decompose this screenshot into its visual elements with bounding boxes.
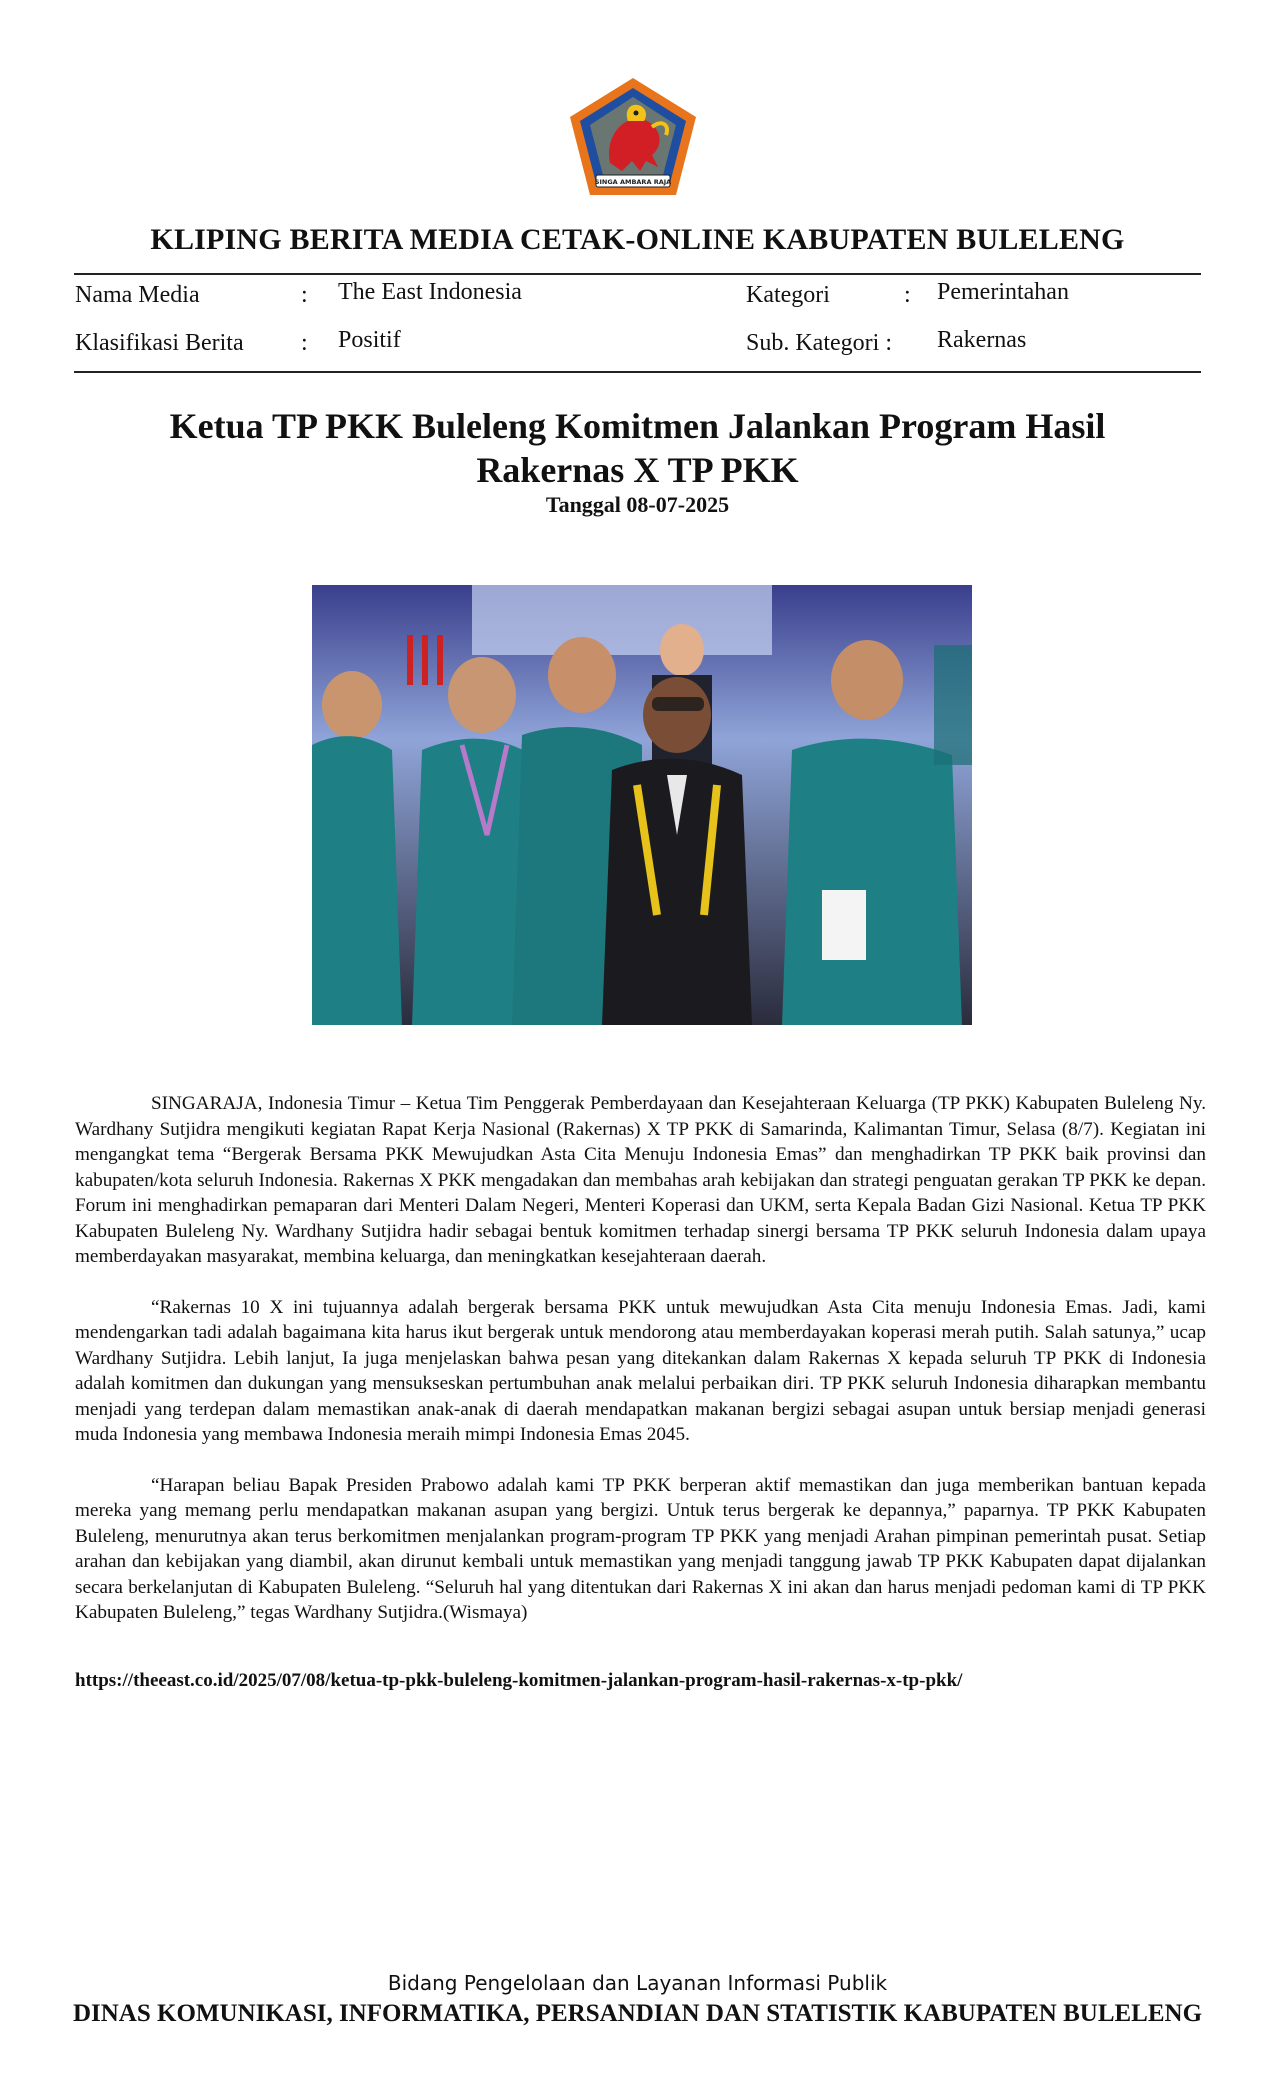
article-date: Tanggal 08-07-2025 [545, 492, 730, 517]
kategori-value: Pemerintahan [937, 279, 1069, 305]
sub-kategori-value: Rakernas [937, 327, 1027, 353]
nama-media-colon: : [301, 282, 308, 308]
sub-kategori-label: Sub. Kategori : [746, 330, 892, 356]
headline-line-1: Ketua TP PKK Buleleng Komitmen Jalankan Program Hasil [169, 406, 1106, 446]
lion-emblem-icon [566, 75, 700, 199]
klasifikasi-berita-label: Klasifikasi Berita [75, 330, 244, 356]
logo-banner-text: SINGA AMBARA RAJA [594, 178, 672, 186]
buleleng-logo [566, 75, 700, 199]
nama-media-value: The East Indonesia [338, 279, 522, 305]
article-source-url[interactable]: https://theeast.co.id/2025/07/08/ketua-tp-pkk-buleleng-komitmen-jalankan-program-hasil-rakernas-x-tp-pkk/ [75, 1670, 963, 1691]
article-photo [312, 585, 972, 1025]
document-header-title: KLIPING BERITA MEDIA CETAK-ONLINE KABUPATEN BULELENG [150, 223, 1125, 256]
article-paragraph-2: “Rakernas 10 X ini tujuannya adalah bergerak bersama PKK untuk mewujudkan Asta Cita menuju Indonesia Emas. Jadi, kami mendengarkan tadi adalah bagaimana kita harus ikut bergerak untuk mendorong atau memberdayakan koperasi merah putih. Salah satunya,” ucap Wardhany Sutjidra. Lebih lanjut, Ia juga menjelaskan bahwa pesan yang ditekankan dalam Rakernas X kepada seluruh TP PKK di Indonesia adalah komitmen dan dukungan yang mensukseskan pertumbuhan anak melalui perbaikan diri. TP PKK seluruh Indonesia diharapkan membantu menjadi yang terdepan dalam memastikan anak-anak di daerah mendapatkan makanan bergizi sebagai asupan untuk bersiap menjadi generasi muda Indonesia yang membawa Indonesia meraih mimpi Indonesia Emas 2045. [75, 1296, 1206, 1445]
article-headline [120, 404, 1155, 492]
footer-agency-name: DINAS KOMUNIKASI, INFORMATIKA, PERSANDIAN DAN STATISTIK KABUPATEN BULELENG [72, 2000, 1203, 2027]
article-body [75, 1091, 1206, 1651]
footer-division-name: Bidang Pengelolaan dan Layanan Informasi Publik [387, 1971, 888, 1995]
kategori-colon: : [904, 282, 911, 308]
klasifikasi-colon: : [301, 330, 308, 356]
article-paragraph-3: “Harapan beliau Bapak Presiden Prabowo adalah kami TP PKK berperan aktif memastikan dan juga memberikan bantuan kepada mereka yang memang perlu mendapatkan makanan asupan yang bergizi. Untuk terus bergerak ke depannya,” paparnya. TP PKK Kabupaten Buleleng, menurutnya akan terus berkomitmen menjalankan program-program TP PKK yang menjadi Arahan pimpinan pemerintah pusat. Setiap arahan dan kebijakan yang diambil, akan dirunut kembali untuk memastikan yang menjadi tanggung jawab TP PKK Kabupaten dapat dijalankan secara berkelanjutan di Kabupaten Buleleng. “Seluruh hal yang ditentukan dari Rakernas X ini akan dan harus menjadi pedoman kami di TP PKK Kabupaten Buleleng,” tegas Wardhany Sutjidra.(Wismaya) [75, 1474, 1206, 1623]
header-divider-bottom [74, 371, 1201, 373]
klasifikasi-berita-value: Positif [338, 327, 401, 353]
group-photo-image [312, 585, 972, 1025]
article-paragraph-1: SINGARAJA, Indonesia Timur – Ketua Tim Penggerak Pemberdayaan dan Kesejahteraan Keluarga (TP PKK) Kabupaten Buleleng Ny. Wardhany Sutjidra mengikuti kegiatan Rapat Kerja Nasional (Rakernas) X TP PKK di Samarinda, Kalimantan Timur, Selasa (8/7). Kegiatan ini mengangkat tema “Bergerak Bersama PKK Mewujudkan Asta Cita Menuju Indonesia Emas” dan menghadirkan TP PKK baik provinsi dan kabupaten/kota seluruh Indonesia. Rakernas X PKK mengadakan dan membahas arah kebijakan dan strategi penguatan gerakan TP PKK ke depan. Forum ini menghadirkan pemaparan dari Menteri Dalam Negeri, Menteri Koperasi dan UKM, serta Kepala Badan Gizi Nasional. Ketua TP PKK Kabupaten Buleleng Ny. Wardhany Sutjidra hadir sebagai bentuk komitmen terhadap sinergi bersama TP PKK seluruh Indonesia dalam upaya memberdayakan masyarakat, membina keluarga, dan meningkatkan kesejahteraan daerah. [75, 1093, 1206, 1267]
headline-line-2: Rakernas X TP PKK [476, 450, 799, 490]
kategori-label: Kategori [746, 282, 830, 308]
header-divider-top [74, 273, 1201, 275]
nama-media-label: Nama Media [75, 282, 200, 308]
